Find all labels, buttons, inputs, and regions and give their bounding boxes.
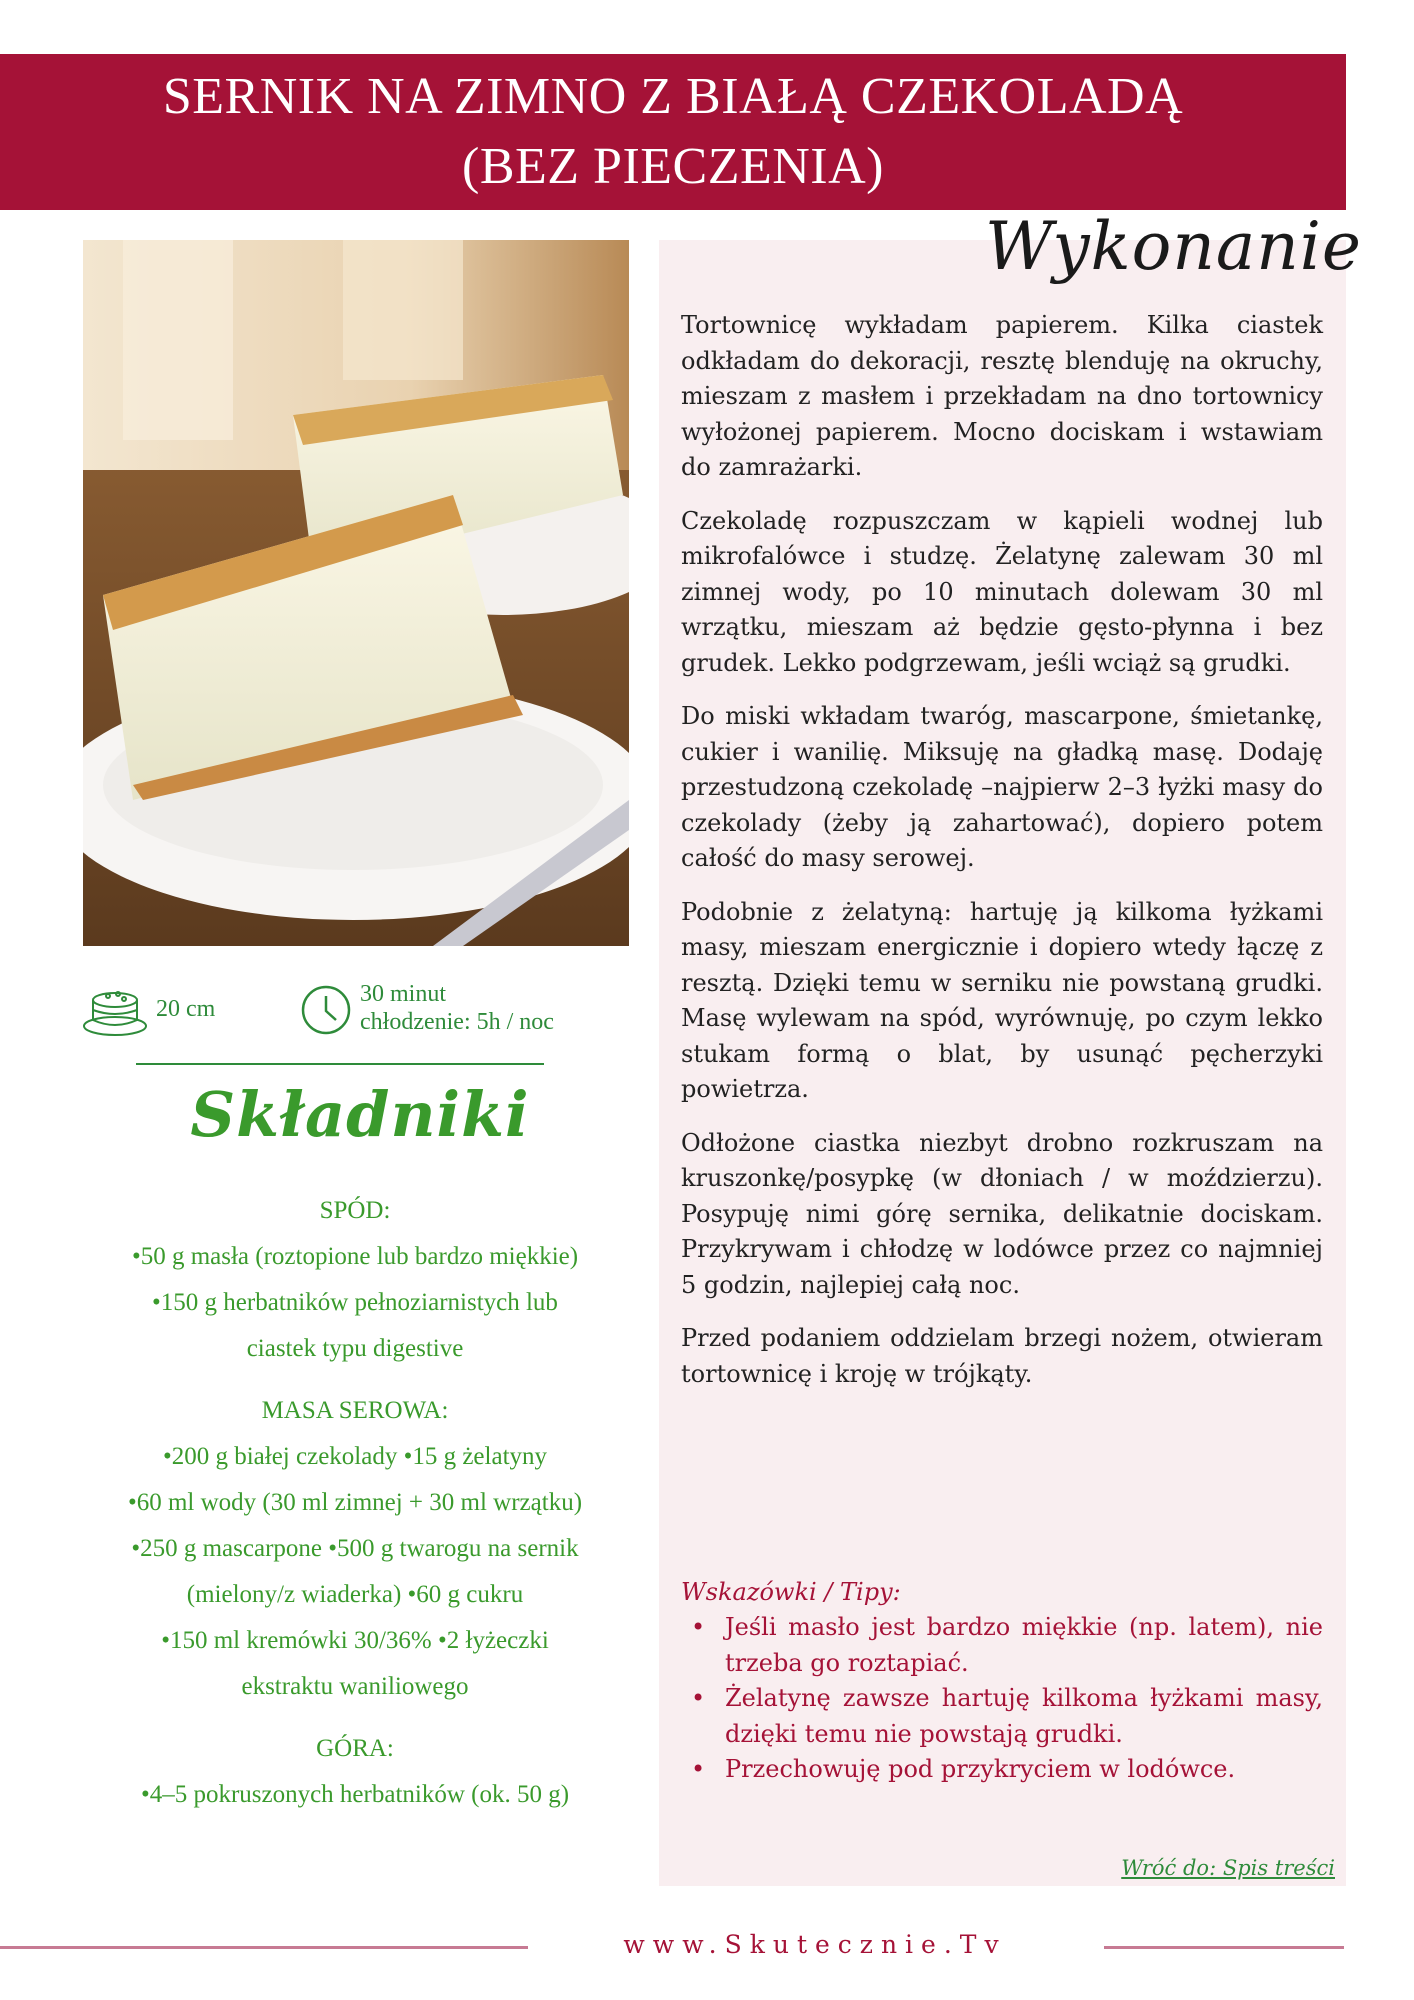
ingredient-line: •200 g białej czekolady •15 g żelatyny [162, 1443, 548, 1470]
ingredient-line: •60 ml wody (30 ml zimnej + 30 ml wrzątku) [127, 1489, 583, 1516]
recipe-meta [82, 980, 642, 1050]
ingredient-line: •250 g mascarpone •500 g twarogu na sernik [131, 1535, 579, 1562]
back-to-contents-link[interactable]: Wróć do: Spis treści [1121, 1856, 1335, 1880]
cake-size: 20 cm [156, 996, 216, 1022]
method-heading: Wykonanie [985, 208, 1362, 285]
tips-list [681, 1610, 1323, 1788]
method-step: Czekoladę rozpuszczam w kąpieli wodnej lub mikrofalówce i studzę. Żelatynę zalewam 30 ml zimnej wody, po 10 minutach dolewam 30 ml wrzątku, mieszam aż będzie gęsto-płynna i bez grudek. Lekko podgrzewam, jeśli wciąż są grudki. [681, 506, 1323, 677]
ingredient-group-title: MASA SEROWA: [261, 1397, 449, 1424]
method-steps [681, 308, 1323, 1410]
tips-heading: Wskazówki / Tipy: [681, 1578, 901, 1606]
ingredient-group-title: GÓRA: [316, 1735, 394, 1762]
ingredient-line: •150 ml kremówki 30/36% •2 łyżeczki [161, 1627, 549, 1654]
ingredients-list [70, 1188, 640, 1818]
ingredient-line: •50 g masła (roztopione lub bardzo miękkie) [131, 1243, 579, 1270]
tip-text: Przechowuję pod przykryciem w lodówce. [725, 1755, 1236, 1783]
ingredient-line: ciastek typu digestive [246, 1335, 464, 1362]
method-step: Tortownicę wykładam papierem. Kilka ciastek odkładam do dekoracji, resztę blenduję na okruchy, mieszam z masłem i przekładam na dno tortownicy wyłożonej papierem. Mocno dociskam i wstawiam do zamrażarki. [681, 311, 1323, 481]
prep-time-line-1: 30 minut [360, 981, 447, 1007]
footer-divider-left [0, 1946, 528, 1949]
tip-item: • Przechowuję pod przykryciem w lodówce. [691, 1755, 1236, 1783]
footer-divider-right [1104, 1946, 1344, 1949]
ingredients-heading: Składniki [190, 1078, 530, 1151]
ingredients-divider [136, 1063, 544, 1065]
cake-icon [82, 986, 148, 1038]
tip-item: • Żelatynę zawsze hartuję kilkoma łyżkami masy, dzięki temu nie powstają grudki. [691, 1684, 1323, 1748]
tip-text: Żelatynę zawsze hartuję kilkoma łyżkami masy, dzięki temu nie powstają grudki. [725, 1684, 1323, 1748]
ingredient-line: (mielony/z wiaderka) •60 g cukru [186, 1581, 524, 1608]
clock-icon [300, 984, 352, 1036]
recipe-title-line-1: SERNIK NA ZIMNO Z BIAŁĄ CZEKOLADĄ [162, 68, 1184, 125]
tip-item: • Jeśli masło jest bardzo miękkie (np. latem), nie trzeba go roztapiać. [691, 1613, 1323, 1677]
tip-text: Jeśli masło jest bardzo miękkie (np. latem), nie trzeba go roztapiać. [725, 1613, 1323, 1677]
recipe-title-line-2: (BEZ PIECZENIA) [462, 138, 884, 195]
footer-website[interactable]: www.Skutecznie.Tv [623, 1930, 1007, 1959]
method-step: Do miski wkładam twaróg, mascarpone, śmietankę, cukier i wanilię. Miksuję na gładką masę. Dodaję przestudzoną czekoladę –najpierw 2–3 łyżki masy do czekolady (żeby ją zahartować), dopiero potem całość do masy serowej. [681, 702, 1323, 872]
title-banner [0, 54, 1346, 210]
ingredient-line: ekstraktu waniliowego [241, 1673, 469, 1700]
ingredient-line: •150 g herbatników pełnoziarnistych lub [152, 1289, 558, 1316]
ingredient-line: •4–5 pokruszonych herbatników (ok. 50 g) [140, 1781, 570, 1808]
method-step: Przed podaniem oddzielam brzegi nożem, otwieram tortownicę i kroję w trójkąty. [681, 1324, 1323, 1388]
method-step: Podobnie z żelatyną: hartuję ją kilkoma łyżkami masy, mieszam energicznie i dopiero wtedy łączę z resztą. Dzięki temu w serniku nie powstaną grudki. Masę wylewam na spód, wyrównuję, po czym lekko stukam formą o blat, by usunąć pęcherzyki powietrza. [681, 897, 1323, 1103]
prep-time [360, 980, 554, 1036]
cheesecake-photo [83, 240, 629, 946]
prep-time-line-2: chłodzenie: 5h / noc [360, 1009, 554, 1035]
method-step: Odłożone ciastka niezbyt drobno rozkruszam na kruszonkę/posypkę (w dłoniach / w moździerzu). Posypuję nimi górę sernika, delikatnie dociskam. Przykrywam i chłodzę w lodówce przez co najmniej 5 godzin, najlepiej całą noc. [681, 1128, 1323, 1299]
ingredient-group-title: SPÓD: [319, 1197, 391, 1224]
